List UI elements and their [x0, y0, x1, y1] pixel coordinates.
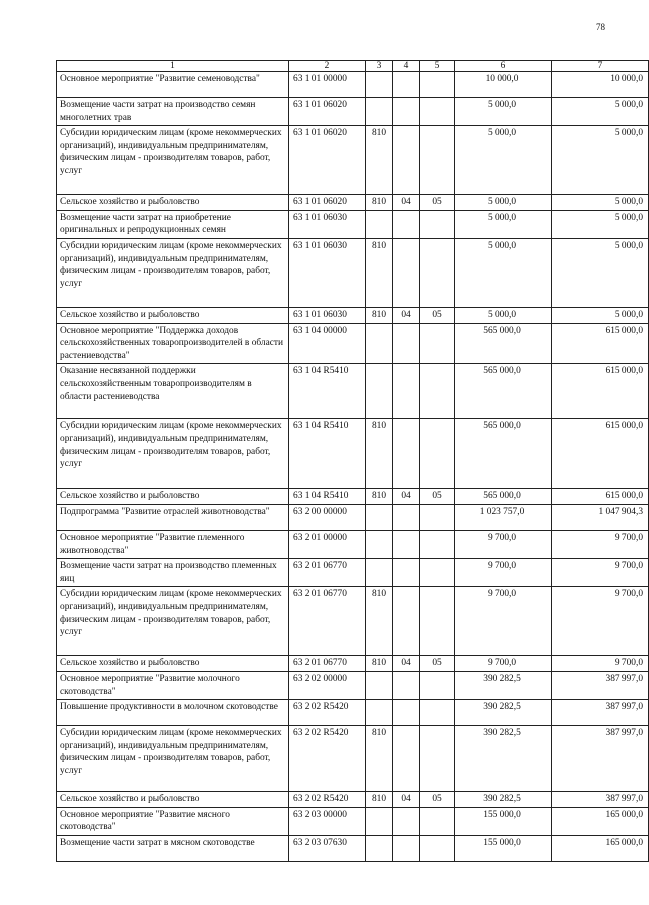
row-col-3	[366, 72, 393, 98]
row-col-4	[393, 504, 420, 530]
header-row	[57, 61, 649, 72]
row-sum-2020: 390 282,5	[455, 792, 552, 808]
row-sum-2021: 9 700,0	[552, 587, 649, 656]
table-row	[57, 504, 649, 530]
row-name: Сельское хозяйство и рыболовство	[57, 792, 289, 808]
row-col-4: 04	[393, 656, 420, 672]
row-col-5	[420, 835, 455, 861]
row-col-5	[420, 210, 455, 238]
row-col-5: 05	[420, 792, 455, 808]
row-code: 63 2 01 00000	[289, 530, 366, 558]
row-col-5	[420, 807, 455, 835]
table-row	[57, 323, 649, 364]
row-col-4	[393, 419, 420, 489]
row-sum-2020: 565 000,0	[455, 323, 552, 364]
row-col-3	[366, 807, 393, 835]
row-code: 63 2 02 R5420	[289, 726, 366, 792]
header-col-7: 7	[552, 61, 649, 72]
row-col-3	[366, 559, 393, 587]
row-sum-2021: 387 997,0	[552, 700, 649, 726]
row-sum-2020: 9 700,0	[455, 656, 552, 672]
row-sum-2021: 165 000,0	[552, 807, 649, 835]
row-sum-2020: 155 000,0	[455, 835, 552, 861]
row-code: 63 1 01 06030	[289, 238, 366, 307]
page-number: 78	[596, 22, 605, 32]
row-col-3: 810	[366, 726, 393, 792]
row-col-4	[393, 126, 420, 195]
row-sum-2020: 390 282,5	[455, 700, 552, 726]
row-sum-2020: 565 000,0	[455, 364, 552, 419]
row-sum-2021: 615 000,0	[552, 489, 649, 505]
row-sum-2021: 5 000,0	[552, 238, 649, 307]
row-col-3	[366, 364, 393, 419]
row-name: Возмещение части затрат на производство племенных яиц	[57, 559, 289, 587]
row-col-5	[420, 238, 455, 307]
row-col-3	[366, 98, 393, 126]
table-row	[57, 419, 649, 489]
row-name: Основное мероприятие "Развитие племенного животноводства"	[57, 530, 289, 558]
row-sum-2021: 9 700,0	[552, 559, 649, 587]
header-col-6: 6	[455, 61, 552, 72]
row-sum-2021: 5 000,0	[552, 126, 649, 195]
table-row	[57, 587, 649, 656]
row-col-3	[366, 504, 393, 530]
row-code: 63 2 01 06770	[289, 559, 366, 587]
row-code: 63 2 02 R5420	[289, 792, 366, 808]
row-name: Субсидии юридическим лицам (кроме некоммерческих организаций), индивидуальным предпринимателям, физическим лицам - производителям товаров, работ, услуг	[57, 126, 289, 195]
row-col-4	[393, 72, 420, 98]
header-col-3: 3	[366, 61, 393, 72]
row-sum-2020: 9 700,0	[455, 530, 552, 558]
row-col-5: 05	[420, 656, 455, 672]
row-col-5	[420, 559, 455, 587]
row-col-3: 810	[366, 489, 393, 505]
row-code: 63 1 04 R5410	[289, 419, 366, 489]
row-col-4	[393, 98, 420, 126]
row-col-4	[393, 210, 420, 238]
row-name: Субсидии юридическим лицам (кроме некоммерческих организаций), индивидуальным предпринимателям, физическим лицам - производителям товаров, работ, услуг	[57, 587, 289, 656]
row-code: 63 2 01 06770	[289, 656, 366, 672]
table-row	[57, 671, 649, 699]
row-col-4	[393, 807, 420, 835]
row-sum-2020: 565 000,0	[455, 489, 552, 505]
row-name: Возмещение части затрат в мясном скотоводстве	[57, 835, 289, 861]
row-col-4	[393, 700, 420, 726]
table-row	[57, 364, 649, 419]
table-row	[57, 210, 649, 238]
row-sum-2020: 5 000,0	[455, 126, 552, 195]
row-sum-2020: 155 000,0	[455, 807, 552, 835]
row-code: 63 2 02 R5420	[289, 700, 366, 726]
row-code: 63 2 01 06770	[289, 587, 366, 656]
row-name: Основное мероприятие "Развитие мясного скотоводства"	[57, 807, 289, 835]
row-name: Основное мероприятие "Развитие семеноводства"	[57, 72, 289, 98]
row-sum-2021: 5 000,0	[552, 98, 649, 126]
row-sum-2020: 9 700,0	[455, 559, 552, 587]
row-col-3: 810	[366, 792, 393, 808]
row-col-5	[420, 98, 455, 126]
row-col-3: 810	[366, 656, 393, 672]
row-col-5: 05	[420, 195, 455, 211]
row-code: 63 1 04 00000	[289, 323, 366, 364]
row-col-5: 05	[420, 307, 455, 323]
row-col-3	[366, 700, 393, 726]
row-col-5: 05	[420, 489, 455, 505]
row-col-4	[393, 530, 420, 558]
row-col-3	[366, 210, 393, 238]
row-sum-2021: 387 997,0	[552, 792, 649, 808]
table-row	[57, 726, 649, 792]
row-sum-2021: 10 000,0	[552, 72, 649, 98]
row-code: 63 1 01 06030	[289, 210, 366, 238]
row-col-4	[393, 587, 420, 656]
row-sum-2020: 5 000,0	[455, 195, 552, 211]
row-col-5	[420, 323, 455, 364]
table-row	[57, 559, 649, 587]
row-sum-2021: 387 997,0	[552, 671, 649, 699]
row-sum-2021: 5 000,0	[552, 210, 649, 238]
row-sum-2021: 5 000,0	[552, 195, 649, 211]
row-name: Оказание несвязанной поддержки сельскохозяйственным товаропроизводителям в области растениеводства	[57, 364, 289, 419]
row-name: Подпрограмма "Развитие отраслей животноводства"	[57, 504, 289, 530]
header-col-2: 2	[289, 61, 366, 72]
row-col-3: 810	[366, 238, 393, 307]
row-sum-2021: 9 700,0	[552, 656, 649, 672]
row-code: 63 1 01 06030	[289, 307, 366, 323]
row-name: Повышение продуктивности в молочном скотоводстве	[57, 700, 289, 726]
row-sum-2020: 5 000,0	[455, 210, 552, 238]
table-row	[57, 238, 649, 307]
row-col-4	[393, 238, 420, 307]
row-col-5	[420, 671, 455, 699]
row-col-3	[366, 323, 393, 364]
row-col-3: 810	[366, 419, 393, 489]
row-name: Основное мероприятие "Развитие молочного скотоводства"	[57, 671, 289, 699]
row-sum-2020: 5 000,0	[455, 98, 552, 126]
row-col-4: 04	[393, 195, 420, 211]
row-col-3: 810	[366, 126, 393, 195]
row-col-5	[420, 72, 455, 98]
header-col-1: 1	[57, 61, 289, 72]
row-col-5	[420, 530, 455, 558]
row-col-5	[420, 364, 455, 419]
row-name: Субсидии юридическим лицам (кроме некоммерческих организаций), индивидуальным предпринимателям, физическим лицам - производителям товаров, работ, услуг	[57, 726, 289, 792]
row-code: 63 1 04 R5410	[289, 364, 366, 419]
table-body	[57, 72, 649, 862]
row-code: 63 1 04 R5410	[289, 489, 366, 505]
row-sum-2020: 1 023 757,0	[455, 504, 552, 530]
row-col-5	[420, 700, 455, 726]
table-row	[57, 792, 649, 808]
row-sum-2021: 615 000,0	[552, 364, 649, 419]
row-sum-2020: 390 282,5	[455, 671, 552, 699]
row-col-3	[366, 835, 393, 861]
row-sum-2020: 9 700,0	[455, 587, 552, 656]
row-col-4	[393, 671, 420, 699]
table-row	[57, 530, 649, 558]
row-code: 63 1 01 06020	[289, 98, 366, 126]
row-col-5	[420, 504, 455, 530]
table-row	[57, 307, 649, 323]
row-col-3: 810	[366, 307, 393, 323]
row-sum-2021: 387 997,0	[552, 726, 649, 792]
table-row	[57, 656, 649, 672]
row-col-4: 04	[393, 489, 420, 505]
row-sum-2020: 390 282,5	[455, 726, 552, 792]
row-name: Возмещение части затрат на производство семян многолетних трав	[57, 98, 289, 126]
row-name: Основное мероприятие "Поддержка доходов сельскохозяйственных товаропроизводителей в области растениеводства"	[57, 323, 289, 364]
row-sum-2021: 615 000,0	[552, 419, 649, 489]
row-name: Сельское хозяйство и рыболовство	[57, 195, 289, 211]
row-col-4	[393, 559, 420, 587]
row-col-5	[420, 726, 455, 792]
budget-table	[56, 60, 649, 862]
row-col-3: 810	[366, 587, 393, 656]
row-name: Субсидии юридическим лицам (кроме некоммерческих организаций), индивидуальным предпринимателям, физическим лицам - производителям товаров, работ, услуг	[57, 419, 289, 489]
table-row	[57, 835, 649, 861]
table-row	[57, 126, 649, 195]
row-sum-2020: 5 000,0	[455, 307, 552, 323]
row-sum-2021: 5 000,0	[552, 307, 649, 323]
row-sum-2021: 9 700,0	[552, 530, 649, 558]
row-name: Субсидии юридическим лицам (кроме некоммерческих организаций), индивидуальным предпринимателям, физическим лицам - производителям товаров, работ, услуг	[57, 238, 289, 307]
table-row	[57, 98, 649, 126]
row-col-3	[366, 530, 393, 558]
row-name: Возмещение части затрат на приобретение оригинальных и репродукционных семян	[57, 210, 289, 238]
row-col-5	[420, 419, 455, 489]
row-sum-2021: 1 047 904,3	[552, 504, 649, 530]
row-sum-2020: 10 000,0	[455, 72, 552, 98]
row-sum-2021: 615 000,0	[552, 323, 649, 364]
row-col-5	[420, 126, 455, 195]
table-row	[57, 807, 649, 835]
header-col-4: 4	[393, 61, 420, 72]
row-sum-2020: 565 000,0	[455, 419, 552, 489]
table-row	[57, 195, 649, 211]
row-col-4	[393, 323, 420, 364]
row-code: 63 2 02 00000	[289, 671, 366, 699]
row-col-4	[393, 726, 420, 792]
table-row	[57, 72, 649, 98]
row-col-4	[393, 835, 420, 861]
row-sum-2020: 5 000,0	[455, 238, 552, 307]
table-row	[57, 489, 649, 505]
row-code: 63 2 00 00000	[289, 504, 366, 530]
row-name: Сельское хозяйство и рыболовство	[57, 656, 289, 672]
row-col-4: 04	[393, 307, 420, 323]
row-name: Сельское хозяйство и рыболовство	[57, 489, 289, 505]
row-name: Сельское хозяйство и рыболовство	[57, 307, 289, 323]
row-col-5	[420, 587, 455, 656]
header-col-5: 5	[420, 61, 455, 72]
row-code: 63 1 01 06020	[289, 195, 366, 211]
table-row	[57, 700, 649, 726]
row-code: 63 2 03 00000	[289, 807, 366, 835]
row-code: 63 2 03 07630	[289, 835, 366, 861]
row-col-3	[366, 671, 393, 699]
row-code: 63 1 01 06020	[289, 126, 366, 195]
row-sum-2021: 165 000,0	[552, 835, 649, 861]
row-col-4	[393, 364, 420, 419]
row-col-4: 04	[393, 792, 420, 808]
row-code: 63 1 01 00000	[289, 72, 366, 98]
row-col-3: 810	[366, 195, 393, 211]
table-header	[57, 61, 649, 72]
